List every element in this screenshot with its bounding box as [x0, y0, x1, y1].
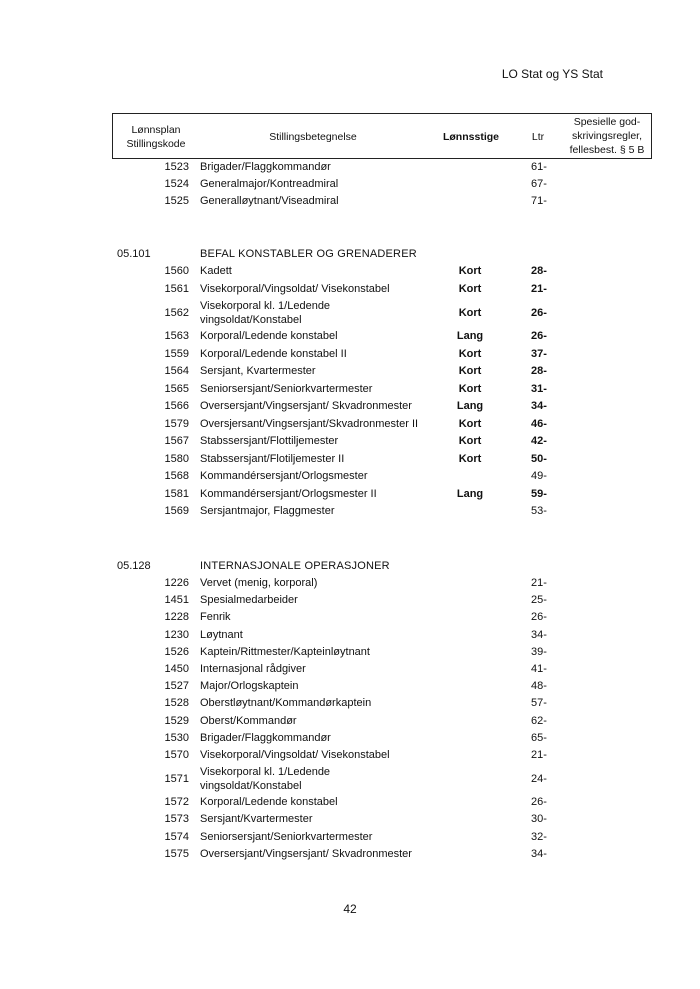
- position-code: 1525: [164, 195, 189, 207]
- section-title: BEFAL KONSTABLER OG GRENADERER: [200, 248, 417, 260]
- table-row: [0, 193, 700, 210]
- position-code: 1574: [164, 830, 189, 843]
- salary-step: 50-: [531, 452, 547, 465]
- position-title: Spesialmedarbeider: [200, 594, 298, 607]
- table-row: [0, 433, 700, 450]
- position-title: Korporal/Ledende konstabel: [200, 796, 338, 809]
- position-title: Løytnant: [200, 628, 243, 641]
- table-row: [0, 627, 700, 644]
- position-code: 1564: [164, 365, 189, 377]
- table-row: [0, 503, 700, 520]
- salary-step: 28-: [531, 365, 547, 377]
- table-row: [0, 730, 700, 747]
- table-row: [0, 416, 700, 433]
- salary-scale: Kort: [458, 417, 482, 430]
- table-row: [0, 575, 700, 592]
- position-code: 1560: [164, 265, 189, 277]
- table-row: [0, 747, 700, 764]
- salary-step: 39-: [531, 645, 547, 658]
- position-title: Kadett: [200, 265, 232, 277]
- position-code: 1568: [164, 470, 189, 482]
- table-row: [0, 486, 700, 503]
- table-row: [0, 298, 700, 328]
- column-header-rules: Spesielle god- skrivingsregler, fellesbest. § 5 B: [569, 116, 645, 156]
- position-title: Kommandérsersjant/Orlogsmester: [200, 470, 368, 482]
- section-heading: [0, 558, 700, 575]
- salary-step: 25-: [531, 594, 547, 607]
- column-header-ltr: Ltr: [531, 131, 545, 143]
- position-code: 1527: [164, 680, 189, 693]
- position-title: Brigader/Flaggkommandør: [200, 731, 331, 744]
- position-title: Fenrik: [200, 611, 231, 624]
- column-header-title: Stillingsbetegnelse: [269, 131, 357, 143]
- position-title: Oversjersant/Vingsersjant/Skvadronmester II: [200, 417, 419, 430]
- salary-step: 59-: [531, 487, 547, 500]
- salary-step: 21-: [531, 577, 547, 589]
- position-code: 1226: [164, 577, 189, 589]
- position-code: 1450: [164, 663, 189, 675]
- position-code: 1230: [164, 628, 189, 641]
- position-code: 1567: [164, 435, 189, 447]
- position-code: 1530: [164, 731, 189, 744]
- salary-step: 34-: [531, 847, 547, 860]
- position-code: 1566: [164, 400, 189, 412]
- salary-scale: Kort: [458, 265, 482, 277]
- position-title: Stabssersjant/Flottiljemester: [200, 435, 339, 447]
- position-code: 1569: [164, 505, 189, 517]
- salary-scale: Lang: [456, 487, 484, 500]
- position-code: 1570: [164, 749, 189, 761]
- table-row: [0, 846, 700, 863]
- table-row: [0, 764, 700, 794]
- salary-step: 21-: [531, 282, 547, 295]
- position-code: 1562: [164, 307, 189, 319]
- salary-step: 21-: [531, 749, 547, 761]
- salary-scale: Kort: [458, 452, 482, 465]
- salary-step: 67-: [531, 178, 547, 190]
- table-row: [0, 328, 700, 345]
- position-title: Oversersjant/Vingsersjant/ Skvadronmester: [200, 847, 412, 860]
- column-header-stige: Lønnsstige: [442, 131, 499, 143]
- position-title: Major/Orlogskaptein: [200, 680, 299, 693]
- salary-step: 32-: [531, 830, 547, 843]
- position-title: Internasjonal rådgiver: [200, 663, 306, 675]
- position-code: 1561: [164, 282, 189, 295]
- position-title: Generalmajor/Kontreadmiral: [200, 178, 339, 190]
- section-title: INTERNASJONALE OPERASJONER: [200, 560, 390, 572]
- position-title: Visekorporal/Vingsoldat/ Visekonstabel: [200, 749, 390, 761]
- position-code: 1565: [164, 382, 189, 395]
- position-code: 1451: [164, 594, 189, 607]
- table-row: [0, 695, 700, 712]
- salary-step: 34-: [531, 400, 547, 412]
- salary-step: 71-: [531, 195, 547, 207]
- position-title: Vervet (menig, korporal): [200, 577, 318, 589]
- position-title: Sersjantmajor, Flaggmester: [200, 505, 335, 517]
- table-row: [0, 661, 700, 678]
- position-code: 1575: [164, 847, 189, 860]
- position-title: Brigader/Flaggkommandør: [200, 161, 331, 173]
- salary-scale: Lang: [456, 330, 484, 342]
- position-code: 1529: [164, 714, 189, 727]
- position-title: Seniorsersjant/Seniorkvartermester: [200, 382, 373, 395]
- position-code: 1559: [164, 347, 189, 360]
- page-number: 42: [343, 902, 357, 916]
- position-code: 1571: [164, 773, 189, 786]
- salary-step: 65-: [531, 731, 547, 744]
- table-row: [0, 346, 700, 363]
- salary-step: 53-: [531, 505, 547, 517]
- column-header-code: Lønnsplan Stillingskode: [126, 124, 186, 150]
- salary-step: 48-: [531, 680, 547, 693]
- table-row: [0, 451, 700, 468]
- salary-step: 26-: [531, 611, 547, 624]
- section-heading: [0, 246, 700, 263]
- salary-scale: Kort: [458, 382, 482, 395]
- position-code: 1580: [164, 452, 189, 465]
- position-title: Korporal/Ledende konstabel: [200, 330, 338, 342]
- table-row: [0, 398, 700, 415]
- salary-step: 61-: [531, 161, 547, 173]
- salary-scale: Kort: [458, 282, 482, 295]
- table-row: [0, 644, 700, 661]
- section-number: 05.128: [117, 560, 151, 572]
- position-code: 1528: [164, 697, 189, 710]
- table-row: [0, 592, 700, 609]
- position-code: 1526: [164, 645, 189, 658]
- table-row: [0, 609, 700, 626]
- position-title: Visekorporal kl. 1/Ledende vingsoldat/Konstabel: [200, 300, 331, 326]
- position-title: Generalløytnant/Viseadmiral: [200, 195, 339, 207]
- position-title: Stabssersjant/Flotiljemester II: [200, 452, 345, 465]
- table-row: [0, 281, 700, 298]
- salary-scale: Kort: [458, 365, 482, 377]
- position-code: 1579: [164, 417, 189, 430]
- position-code: 1573: [164, 813, 189, 826]
- table-row: [0, 713, 700, 730]
- salary-step: 34-: [531, 628, 547, 641]
- salary-step: 30-: [531, 813, 547, 826]
- salary-step: 26-: [531, 330, 547, 342]
- table-row: [0, 829, 700, 846]
- position-code: 1523: [164, 161, 189, 173]
- salary-scale: Kort: [458, 435, 482, 447]
- salary-step: 28-: [531, 265, 547, 277]
- salary-step: 26-: [531, 796, 547, 809]
- position-title: Korporal/Ledende konstabel II: [200, 347, 347, 360]
- position-title: Oberstløytnant/Kommandørkaptein: [200, 697, 372, 710]
- salary-step: 46-: [531, 417, 547, 430]
- salary-step: 49-: [531, 470, 547, 482]
- salary-scale: Kort: [458, 307, 482, 319]
- salary-step: 57-: [531, 697, 547, 710]
- position-code: 1563: [164, 330, 189, 342]
- table-row: [0, 678, 700, 695]
- salary-step: 31-: [531, 382, 547, 395]
- salary-step: 42-: [531, 435, 547, 447]
- salary-scale: Kort: [458, 347, 482, 360]
- position-code: 1572: [164, 796, 189, 809]
- position-title: Oberst/Kommandør: [200, 714, 297, 727]
- position-title: Seniorsersjant/Seniorkvartermester: [200, 830, 373, 843]
- position-title: Kommandérsersjant/Orlogsmester II: [200, 487, 377, 500]
- salary-step: 24-: [531, 773, 547, 786]
- salary-scale: Lang: [456, 400, 484, 412]
- position-title: Oversersjant/Vingsersjant/ Skvadronmester: [200, 400, 412, 412]
- salary-step: 41-: [531, 663, 547, 675]
- table-header: [112, 113, 652, 159]
- salary-step: 62-: [531, 714, 547, 727]
- document-header: LO Stat og YS Stat: [501, 67, 603, 81]
- position-code: 1228: [164, 611, 189, 624]
- section-number: 05.101: [117, 248, 151, 260]
- salary-step: 26-: [531, 307, 547, 319]
- table-row: [0, 363, 700, 380]
- position-title: Visekorporal/Vingsoldat/ Visekonstabel: [200, 282, 390, 295]
- position-title: Kaptein/Rittmester/Kapteinløytnant: [200, 645, 370, 658]
- position-title: Sersjant, Kvartermester: [200, 365, 316, 377]
- table-row: [0, 159, 700, 176]
- table-row: [0, 263, 700, 280]
- table-row: [0, 794, 700, 811]
- table-row: [0, 176, 700, 193]
- position-code: 1581: [164, 487, 189, 500]
- table-row: [0, 811, 700, 828]
- table-row: [0, 381, 700, 398]
- position-code: 1524: [164, 178, 189, 190]
- position-title: Sersjant/Kvartermester: [200, 813, 313, 826]
- salary-step: 37-: [531, 347, 547, 360]
- position-title: Visekorporal kl. 1/Ledende vingsoldat/Konstabel: [200, 766, 331, 793]
- table-row: [0, 468, 700, 485]
